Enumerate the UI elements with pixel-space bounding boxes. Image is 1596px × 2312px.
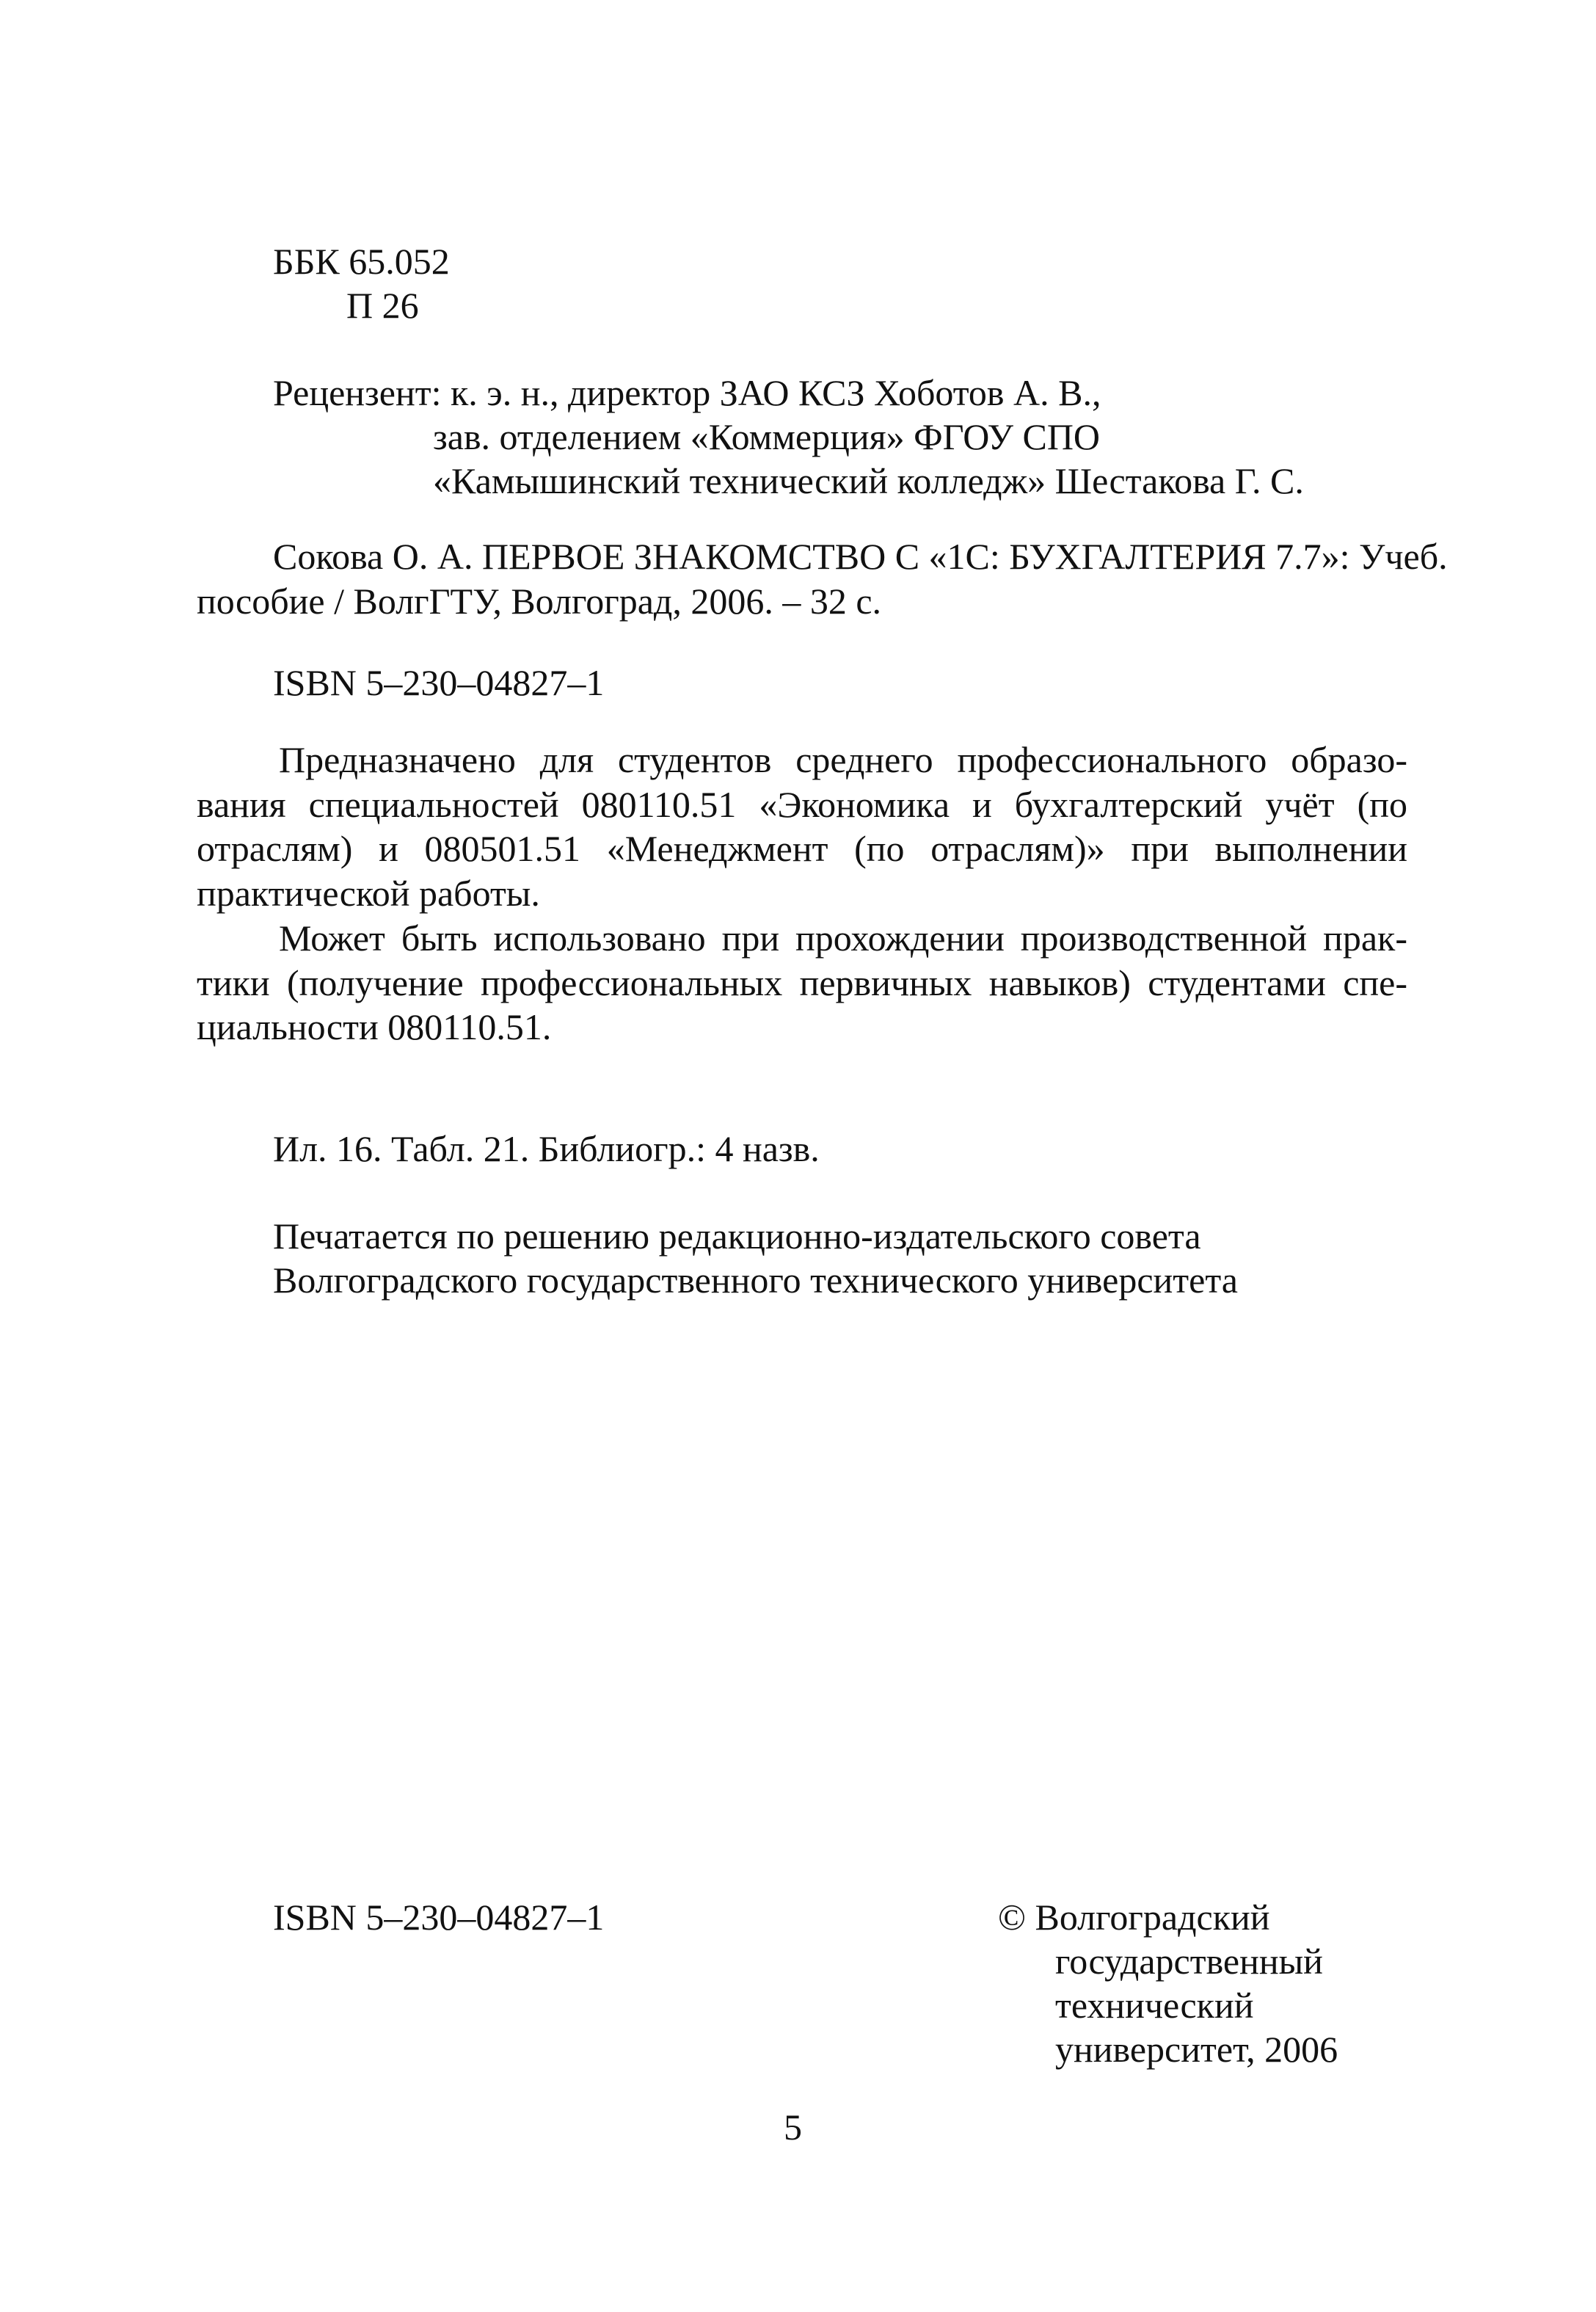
publish-note-line-2: Волгоградского государственного технического университета <box>273 1259 1238 1301</box>
description-p2-line-3: циальности 080110.51. <box>197 1006 552 1047</box>
copyright-line-4: университет, 2006 <box>1055 2029 1338 2070</box>
reviewer-line-3: «Камышинский технический колледж» Шестакова Г. С. <box>433 460 1304 501</box>
reviewer-line-2: зав. отделением «Коммерция» ФГОУ СПО <box>433 416 1101 457</box>
isbn-bottom: ISBN 5–230–04827–1 <box>273 1897 605 1938</box>
description-p1-line-3: отраслям) и 080501.51 «Менеджмент (по отраслям)» при выполнении <box>197 828 1407 869</box>
description-p2-line-2: тики (получение профессиональных первичных навыков) студентами спе- <box>197 961 1407 1003</box>
citation-line-2: пособие / ВолгГТУ, Волгоград, 2006. – 32 с. <box>197 580 882 622</box>
copyright-line-3: технический <box>1055 1985 1254 2026</box>
bbk-code: ББК 65.052 <box>273 241 450 282</box>
publish-note-line-1: Печатается по решению редакционно-издательского совета <box>273 1215 1201 1257</box>
citation-line-1: Сокова О. А. ПЕРВОЕ ЗНАКОМСТВО С «1С: БУХГАЛТЕРИЯ 7.7»: Учеб. <box>273 536 1448 577</box>
description-paragraph-2 <box>197 916 1407 1050</box>
description-p2-line-1: Может быть использовано при прохождении производственной прак- <box>279 917 1407 959</box>
isbn-top: ISBN 5–230–04827–1 <box>273 662 605 703</box>
author-mark: П 26 <box>346 285 419 326</box>
description-p1-line-1: Предназначено для студентов среднего профессионального образо- <box>279 739 1407 780</box>
page-number: 5 <box>784 2106 802 2148</box>
description-p1-line-2: вания специальностей 080110.51 «Экономика и бухгалтерский учёт (по <box>197 783 1407 825</box>
citation-block <box>197 534 1448 623</box>
reviewer-line-1: Рецензент: к. э. н., директор ЗАО КСЗ Хоботов А. В., <box>273 372 1101 413</box>
description-p1-line-4: практической работы. <box>197 872 540 914</box>
description-paragraph-1 <box>197 738 1407 915</box>
illustration-stats: Ил. 16. Табл. 21. Библиогр.: 4 назв. <box>273 1128 820 1169</box>
copyright-line-1: © Волгоградский <box>998 1897 1270 1938</box>
copyright-line-2: государственный <box>1055 1941 1323 1982</box>
